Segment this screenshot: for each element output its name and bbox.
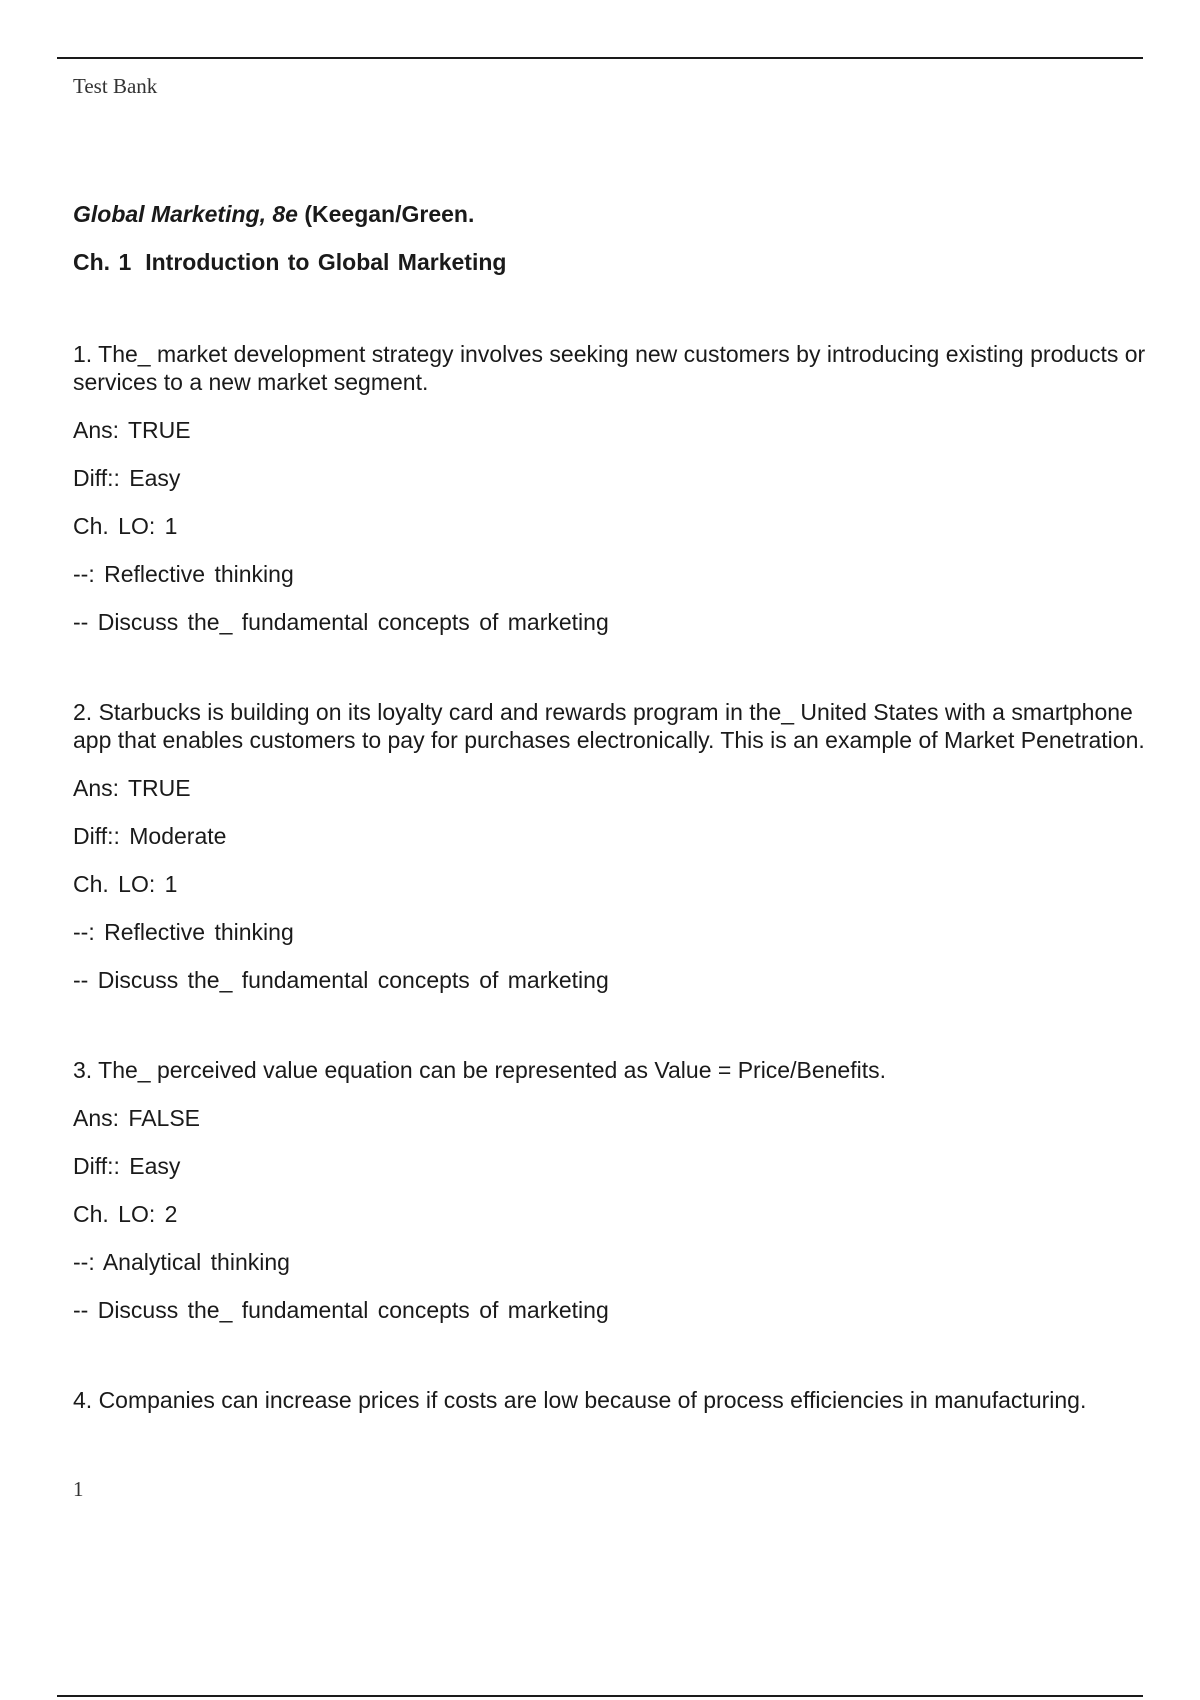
book-title-italic: Global Marketing, 8e: [73, 201, 298, 227]
difficulty: Diff:: Easy: [73, 1153, 181, 1179]
page-number: 1: [73, 1477, 84, 1501]
chapter-title: Introduction to Global Marketing: [145, 249, 507, 275]
answer: Ans: TRUE: [73, 775, 191, 801]
book-title-authors: (Keegan/Green.: [297, 201, 475, 227]
question-stem: 3. The_ perceived value equation can be represented as Value = Price/Benefits.: [73, 1057, 886, 1083]
difficulty: Diff:: Moderate: [73, 823, 227, 849]
skill: --: Reflective thinking: [73, 561, 294, 587]
objective: -- Discuss the_ fundamental concepts of marketing: [73, 1297, 609, 1323]
learning-objective: Ch. LO: 1: [73, 513, 178, 539]
difficulty: Diff:: Easy: [73, 465, 181, 491]
book-title: [73, 200, 1153, 228]
footer-rule: [57, 1695, 1143, 1697]
question-stem: 2. Starbucks is building on its loyalty card and rewards program in the_ United States with a smartphone app that enables customers to pay for purchases electronically. This is an example of Market Penetration.: [73, 699, 1145, 753]
skill: --: Reflective thinking: [73, 919, 294, 945]
skill: --: Analytical thinking: [73, 1249, 290, 1275]
learning-objective: Ch. LO: 2: [73, 1201, 178, 1227]
learning-objective: Ch. LO: 1: [73, 871, 178, 897]
objective: -- Discuss the_ fundamental concepts of marketing: [73, 967, 609, 993]
question-stem: 1. The_ market development strategy involves seeking new customers by introducing existing products or services to a new market segment.: [73, 341, 1146, 395]
chapter-heading: [73, 248, 1153, 276]
objective: -- Discuss the_ fundamental concepts of marketing: [73, 609, 609, 635]
answer: Ans: FALSE: [73, 1105, 201, 1131]
question-3: [73, 1056, 1153, 1324]
question-1: [73, 340, 1153, 636]
running-header: Test Bank: [73, 74, 158, 98]
header-rule: [57, 57, 1143, 59]
chapter-number: Ch. 1: [73, 249, 132, 275]
question-4: [73, 1386, 1153, 1414]
question-stem: 4. Companies can increase prices if costs are low because of process efficiencies in manufacturing.: [73, 1387, 1087, 1413]
answer: Ans: TRUE: [73, 417, 191, 443]
document-body: [73, 200, 1153, 1414]
question-2: [73, 698, 1153, 994]
